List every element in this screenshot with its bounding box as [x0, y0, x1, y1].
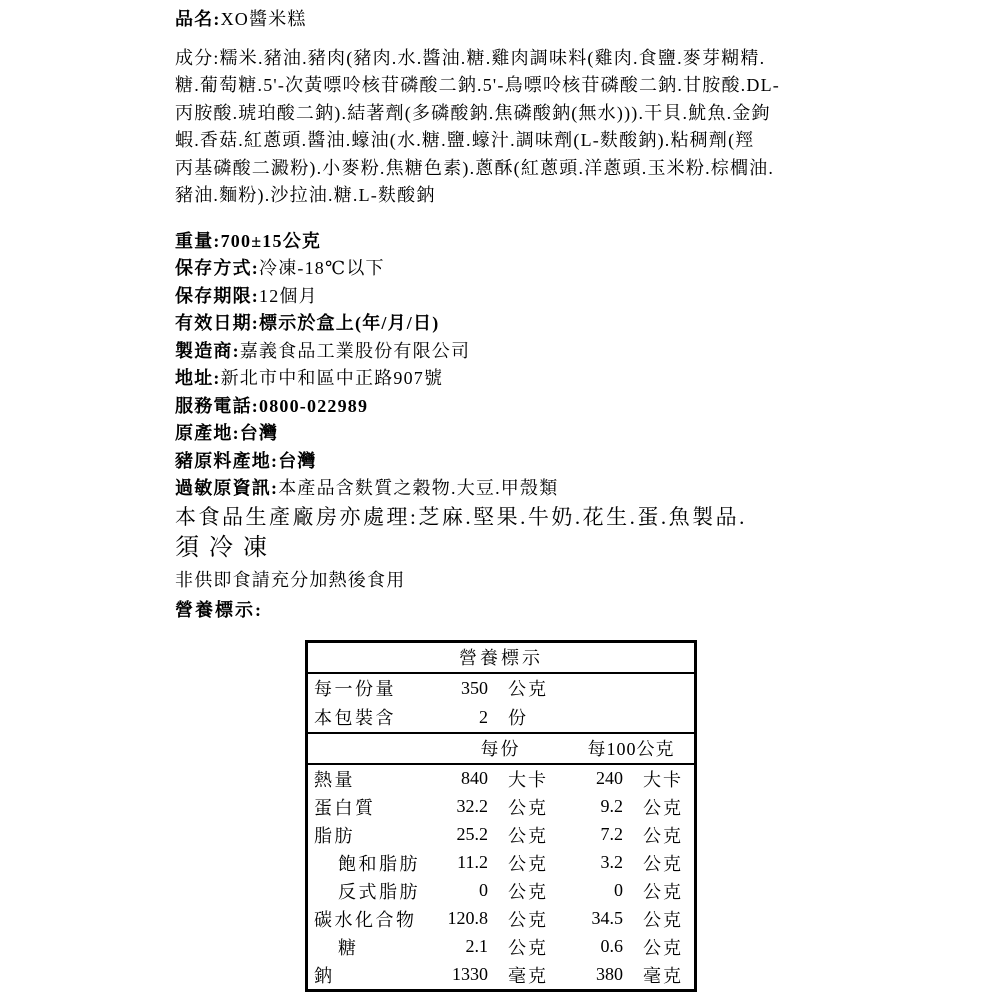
per-serving-unit: 公克 — [508, 853, 548, 874]
product-name-label: 品名: — [175, 9, 221, 29]
info-field-line — [175, 283, 855, 311]
per-100g-unit: 公克 — [643, 881, 683, 902]
per-100g-value: 380 — [596, 964, 623, 984]
info-field-line — [175, 228, 855, 256]
field-label: 過敏原資訊: — [175, 478, 279, 498]
field-label: 服務電話: — [175, 395, 259, 416]
ingredients-line: 丙胺酸.琥珀酸二鈉).結著劑(多磷酸鈉.焦磷酸鈉(無水))).干貝.魷魚.金鉤 — [175, 102, 771, 123]
ingredients-line: 成分:糯米.豬油.豬肉(豬肉.水.醬油.糖.雞肉調味料(雞肉.食鹽.麥芽糊精. — [175, 47, 766, 68]
servings-per-pack-label: 本包裝含 — [314, 708, 396, 728]
per-100g-value: 240 — [596, 768, 623, 788]
nutrient-name: 反式脂肪 — [338, 881, 420, 902]
per-100g-unit: 公克 — [643, 937, 683, 958]
info-field-line — [175, 310, 855, 338]
field-value: 新北市中和區中正路907號 — [220, 368, 444, 388]
nutrition-table — [305, 640, 697, 992]
per-serving-column-header: 每份 — [480, 739, 521, 759]
info-field-line — [175, 448, 855, 476]
field-value: 12個月 — [259, 285, 318, 306]
info-field-line — [175, 365, 855, 393]
ingredients-line: 丙基磷酸二澱粉).小麥粉.焦糖色素).蔥酥(紅蔥頭.洋蔥頭.玉米粉.棕櫚油. — [175, 157, 775, 178]
per-100g-value: 3.2 — [600, 852, 623, 872]
per-serving-unit: 公克 — [508, 797, 548, 818]
nutrient-name: 糖 — [338, 937, 359, 958]
per-100g-unit: 公克 — [643, 797, 683, 818]
nutrition-row — [308, 933, 694, 961]
field-value: 本產品含麩質之穀物.大豆.甲殼類 — [278, 478, 559, 498]
servings-per-pack-row — [308, 703, 694, 734]
servings-per-pack-value: 2 — [479, 706, 488, 727]
per-100g-unit: 大卡 — [643, 769, 683, 790]
per-serving-value: 1330 — [452, 964, 488, 984]
field-value: 台灣 — [239, 423, 279, 443]
info-fields — [175, 228, 855, 503]
facility-note: 本食品生產廠房亦處理:芝麻.堅果.牛奶.花生.蛋.魚製品. — [175, 504, 747, 529]
ingredients-line: 糖.葡萄糖.5'-次黃嘌呤核苷磷酸二鈉.5'-鳥嘌呤核苷磷酸二鈉.甘胺酸.DL- — [175, 75, 780, 95]
nutrient-name: 鈉 — [314, 965, 335, 986]
nutrition-row — [308, 765, 694, 793]
product-name-line — [175, 6, 855, 34]
field-value: 台灣 — [278, 450, 317, 471]
field-value: 冷凍-18℃以下 — [259, 258, 385, 278]
per-serving-unit: 大卡 — [508, 769, 548, 790]
servings-per-pack-unit: 份 — [508, 708, 528, 728]
nutrient-name: 飽和脂肪 — [338, 853, 420, 874]
field-label: 保存期限: — [175, 285, 259, 306]
per-serving-value: 0 — [479, 880, 488, 900]
field-label: 有效日期: — [175, 313, 259, 333]
nutrient-name: 熱量 — [314, 769, 355, 790]
per-serving-value: 840 — [461, 768, 488, 788]
per-serving-unit: 公克 — [508, 881, 548, 902]
ingredients-paragraph — [175, 45, 855, 210]
field-label: 保存方式: — [175, 258, 259, 278]
per-serving-unit: 公克 — [508, 937, 548, 958]
per-serving-value: 11.2 — [457, 852, 488, 872]
field-value: 700±15公克 — [220, 230, 322, 251]
per-serving-value: 25.2 — [456, 824, 488, 844]
field-label: 地址: — [175, 368, 221, 388]
field-value: 標示於盒上(年/月/日) — [259, 313, 440, 333]
nutrition-row — [308, 877, 694, 905]
per-100g-unit: 公克 — [643, 853, 683, 874]
frozen-note: 須冷凍 — [175, 534, 277, 561]
nutrition-table-title: 營養標示 — [308, 643, 694, 674]
per-serving-value: 120.8 — [447, 908, 488, 928]
product-name-value: XO醬米糕 — [220, 9, 307, 29]
per-100g-value: 34.5 — [591, 908, 623, 928]
product-label-document — [175, 6, 855, 992]
per-100g-column-header: 每100公克 — [587, 739, 675, 759]
field-label: 原產地: — [175, 423, 240, 443]
info-field-line — [175, 475, 855, 503]
per-100g-unit: 公克 — [643, 825, 683, 846]
nutrient-name: 蛋白質 — [314, 797, 376, 818]
ingredients-line: 蝦.香菇.紅蔥頭.醬油.蠔油(水.糖.鹽.蠔汁.調味劑(L-麩酸鈉).粘稠劑(羥 — [175, 130, 755, 150]
info-field-line — [175, 393, 855, 421]
nutrition-rows — [308, 765, 694, 989]
per-100g-value: 0 — [614, 880, 623, 900]
nutrient-name: 脂肪 — [314, 825, 355, 846]
per-serving-unit: 毫克 — [508, 965, 548, 986]
per-serving-unit: 公克 — [508, 909, 548, 930]
field-label: 製造商: — [175, 340, 240, 361]
nutrition-row — [308, 849, 694, 877]
serving-size-unit: 公克 — [508, 679, 548, 699]
heating-note: 非供即食請充分加熱後食用 — [175, 569, 406, 590]
per-100g-value: 0.6 — [600, 936, 623, 956]
per-serving-value: 2.1 — [465, 936, 488, 956]
field-value: 0800-022989 — [259, 395, 369, 416]
per-100g-unit: 毫克 — [643, 965, 683, 986]
ingredients-line: 豬油.麵粉).沙拉油.糖.L-麩酸鈉 — [175, 185, 436, 205]
nutrition-row — [308, 905, 694, 933]
per-100g-value: 7.2 — [600, 824, 623, 844]
nutrient-name: 碳水化合物 — [314, 909, 417, 930]
per-serving-unit: 公克 — [508, 825, 548, 846]
info-field-line — [175, 338, 855, 366]
nutrition-row — [308, 961, 694, 989]
field-value: 嘉義食品工業股份有限公司 — [239, 340, 471, 361]
info-field-line — [175, 420, 855, 448]
nutrition-row — [308, 793, 694, 821]
per-100g-unit: 公克 — [643, 909, 683, 930]
serving-size-value: 350 — [461, 677, 488, 698]
serving-size-label: 每一份量 — [314, 679, 396, 699]
nutrition-heading: 營養標示: — [175, 599, 263, 620]
nutrition-row — [308, 821, 694, 849]
serving-size-row — [308, 674, 694, 703]
field-label: 重量: — [175, 230, 221, 251]
nutrition-column-header-row — [308, 734, 694, 765]
per-serving-value: 32.2 — [456, 796, 488, 816]
info-field-line — [175, 255, 855, 283]
per-100g-value: 9.2 — [600, 796, 623, 816]
field-label: 豬原料產地: — [175, 450, 279, 471]
